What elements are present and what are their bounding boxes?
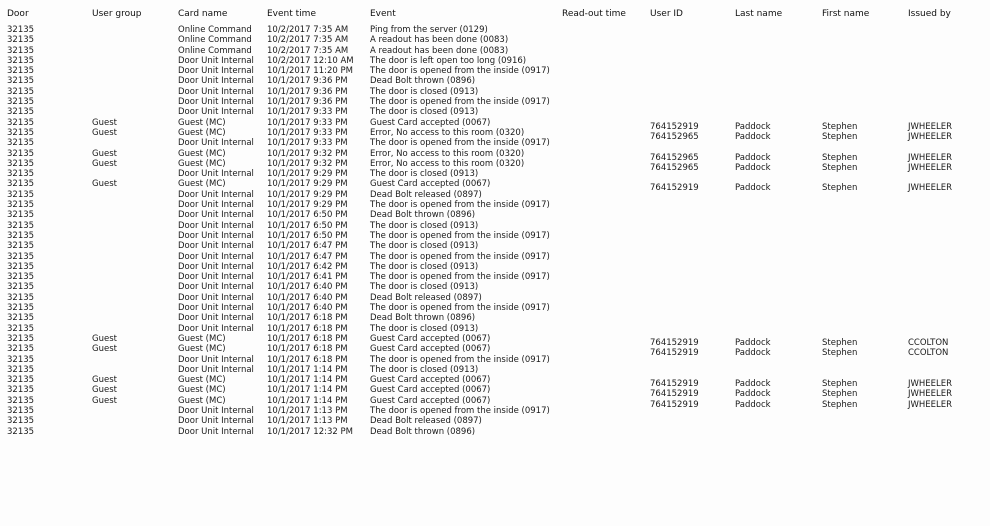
cell-card-name: Door Unit Internal: [178, 241, 254, 252]
cell-event-time: 10/1/2017 9:29 PM: [267, 189, 348, 200]
cell-door: 32135: [7, 292, 35, 303]
cell-door: 32135: [7, 385, 35, 396]
cell-event-time: 10/1/2017 9:29 PM: [267, 179, 348, 190]
cell-card-name: Door Unit Internal: [178, 189, 254, 200]
table-row: [0, 293, 990, 303]
cell-door: 32135: [7, 189, 35, 200]
cell-event-time: 10/2/2017 7:35 AM: [267, 25, 349, 35]
cell-user-id: 764152919: [650, 389, 699, 400]
cell-event-time: 10/1/2017 9:32 PM: [267, 158, 348, 169]
cell-door: 32135: [7, 395, 35, 406]
cell-issued-by: CCOLTON: [908, 337, 949, 348]
cell-card-name: Door Unit Internal: [178, 210, 254, 221]
cell-event-time: 10/1/2017 1:14 PM: [267, 395, 348, 406]
cell-event-time: 10/1/2017 6:47 PM: [267, 241, 348, 252]
cell-event: Error, No access to this room (0320): [370, 127, 525, 138]
cell-last-name: Paddock: [735, 379, 771, 390]
cell-card-name: Guest (MC): [178, 179, 226, 190]
cell-card-name: Guest (MC): [178, 344, 226, 355]
cell-door: 32135: [7, 303, 35, 314]
cell-first-name: Stephen: [822, 348, 858, 359]
cell-user-group: Guest: [92, 179, 117, 190]
cell-user-id: 764152919: [650, 379, 699, 390]
cell-last-name: Paddock: [735, 121, 771, 132]
cell-card-name: Guest (MC): [178, 333, 226, 344]
cell-card-name: Door Unit Internal: [178, 416, 254, 427]
cell-event: The door is opened from the inside (0917): [370, 97, 550, 108]
cell-card-name: Guest (MC): [178, 375, 226, 386]
table-row: [0, 35, 990, 45]
cell-card-name: Guest (MC): [178, 385, 226, 396]
table-row: [0, 241, 990, 251]
cell-event: Dead Bolt thrown (0896): [370, 313, 476, 324]
cell-first-name: Stephen: [822, 152, 858, 163]
cell-event-time: 10/1/2017 1:14 PM: [267, 385, 348, 396]
cell-last-name: Paddock: [735, 389, 771, 400]
cell-door: 32135: [7, 35, 35, 46]
cell-first-name: Stephen: [822, 183, 858, 194]
cell-event: Guest Card accepted (0067): [370, 117, 491, 128]
cell-card-name: Door Unit Internal: [178, 303, 254, 314]
cell-event: The door is closed (0913): [370, 241, 479, 252]
header-last-name: Last name: [735, 9, 783, 19]
table-row: [0, 46, 990, 56]
cell-event: The door is closed (0913): [370, 86, 479, 97]
table-row: [0, 210, 990, 220]
cell-issued-by: JWHEELER: [908, 152, 953, 163]
cell-event: Ping from the server (0129): [370, 25, 488, 35]
cell-door: 32135: [7, 127, 35, 138]
table-header: [0, 9, 990, 23]
cell-last-name: Paddock: [735, 337, 771, 348]
cell-door: 32135: [7, 313, 35, 324]
cell-event-time: 10/1/2017 6:40 PM: [267, 292, 348, 303]
cell-card-name: Door Unit Internal: [178, 55, 254, 66]
cell-card-name: Guest (MC): [178, 148, 226, 159]
cell-card-name: Door Unit Internal: [178, 76, 254, 87]
cell-card-name: Door Unit Internal: [178, 323, 254, 334]
cell-event: Error, No access to this room (0320): [370, 148, 525, 159]
cell-card-name: Guest (MC): [178, 127, 226, 138]
cell-user-id: 764152965: [650, 152, 699, 163]
cell-event: The door is opened from the inside (0917): [370, 138, 550, 149]
table-row: [0, 231, 990, 241]
cell-door: 32135: [7, 344, 35, 355]
cell-last-name: Paddock: [735, 131, 771, 142]
cell-door: 32135: [7, 97, 35, 108]
cell-card-name: Door Unit Internal: [178, 282, 254, 293]
cell-user-group: Guest: [92, 127, 117, 138]
cell-door: 32135: [7, 158, 35, 169]
cell-event: The door is opened from the inside (0917): [370, 405, 550, 416]
cell-last-name: Paddock: [735, 152, 771, 163]
cell-door: 32135: [7, 375, 35, 386]
cell-event: The door is closed (0913): [370, 323, 479, 334]
cell-event-time: 10/1/2017 6:18 PM: [267, 333, 348, 344]
cell-card-name: Door Unit Internal: [178, 230, 254, 241]
table-row: [0, 179, 990, 194]
cell-issued-by: JWHEELER: [908, 162, 953, 173]
cell-event: Guest Card accepted (0067): [370, 395, 491, 406]
cell-event: Guest Card accepted (0067): [370, 375, 491, 386]
cell-door: 32135: [7, 200, 35, 211]
cell-event: The door is opened from the inside (0917): [370, 303, 550, 314]
table-row: [0, 25, 990, 35]
table-row: [0, 282, 990, 292]
table-row: [0, 355, 990, 365]
cell-event-time: 10/1/2017 6:47 PM: [267, 251, 348, 262]
cell-event-time: 10/2/2017 7:35 AM: [267, 45, 349, 56]
cell-door: 32135: [7, 117, 35, 128]
cell-first-name: Stephen: [822, 389, 858, 400]
cell-issued-by: JWHEELER: [908, 379, 953, 390]
table-row: [0, 365, 990, 375]
header-card-name: Card name: [178, 9, 228, 19]
cell-event: The door is closed (0913): [370, 107, 479, 118]
table-row: [0, 344, 990, 359]
cell-issued-by: JWHEELER: [908, 131, 953, 142]
table-row: [0, 158, 990, 173]
cell-card-name: Door Unit Internal: [178, 313, 254, 324]
cell-event: The door is opened from the inside (0917): [370, 251, 550, 262]
header-readout-time: Read-out time: [562, 9, 626, 19]
cell-event-time: 10/1/2017 6:50 PM: [267, 230, 348, 241]
cell-event-time: 10/1/2017 9:36 PM: [267, 76, 348, 87]
cell-event: Dead Bolt thrown (0896): [370, 76, 476, 87]
cell-card-name: Online Command: [178, 25, 252, 35]
cell-door: 32135: [7, 333, 35, 344]
cell-event: Dead Bolt released (0897): [370, 416, 482, 427]
cell-door: 32135: [7, 241, 35, 252]
table-row: [0, 169, 990, 179]
cell-event-time: 10/1/2017 6:41 PM: [267, 272, 348, 283]
cell-user-group: Guest: [92, 117, 117, 128]
cell-door: 32135: [7, 107, 35, 118]
cell-card-name: Door Unit Internal: [178, 364, 254, 375]
cell-user-group: Guest: [92, 395, 117, 406]
cell-event: The door is opened from the inside (0917): [370, 200, 550, 211]
cell-first-name: Stephen: [822, 162, 858, 173]
table-row: [0, 97, 990, 107]
cell-door: 32135: [7, 169, 35, 180]
table-row: [0, 66, 990, 76]
table-row: [0, 200, 990, 210]
cell-event: The door is closed (0913): [370, 364, 479, 375]
cell-card-name: Door Unit Internal: [178, 138, 254, 149]
cell-event: The door is closed (0913): [370, 261, 479, 272]
header-event-time: Event time: [267, 9, 316, 19]
cell-door: 32135: [7, 76, 35, 87]
cell-event-time: 10/1/2017 6:50 PM: [267, 210, 348, 221]
cell-card-name: Door Unit Internal: [178, 220, 254, 231]
cell-door: 32135: [7, 251, 35, 262]
cell-issued-by: JWHEELER: [908, 183, 953, 194]
table-row: [0, 395, 990, 410]
cell-door: 32135: [7, 272, 35, 283]
cell-issued-by: JWHEELER: [908, 399, 953, 410]
cell-card-name: Door Unit Internal: [178, 354, 254, 365]
cell-event: The door is closed (0913): [370, 220, 479, 231]
cell-user-group: Guest: [92, 158, 117, 169]
table-row: [0, 127, 990, 142]
cell-event-time: 10/1/2017 6:40 PM: [267, 303, 348, 314]
cell-event: Guest Card accepted (0067): [370, 385, 491, 396]
cell-door: 32135: [7, 179, 35, 190]
cell-first-name: Stephen: [822, 337, 858, 348]
cell-door: 32135: [7, 405, 35, 416]
table-row: [0, 406, 990, 416]
cell-event: Dead Bolt released (0897): [370, 189, 482, 200]
cell-card-name: Online Command: [178, 35, 252, 46]
cell-event: Guest Card accepted (0067): [370, 344, 491, 355]
cell-event-time: 10/1/2017 6:18 PM: [267, 323, 348, 334]
cell-card-name: Door Unit Internal: [178, 272, 254, 283]
header-door: Door: [7, 9, 29, 19]
cell-issued-by: CCOLTON: [908, 348, 949, 359]
table-row: [0, 190, 990, 200]
cell-card-name: Door Unit Internal: [178, 292, 254, 303]
cell-event-time: 10/1/2017 6:18 PM: [267, 313, 348, 324]
cell-door: 32135: [7, 426, 35, 437]
cell-door: 32135: [7, 138, 35, 149]
cell-event-time: 10/1/2017 9:29 PM: [267, 169, 348, 180]
cell-card-name: Door Unit Internal: [178, 66, 254, 77]
cell-event: Dead Bolt thrown (0896): [370, 426, 476, 437]
cell-user-id: 764152965: [650, 131, 699, 142]
table-row: [0, 303, 990, 313]
cell-card-name: Door Unit Internal: [178, 86, 254, 97]
cell-event-time: 10/1/2017 6:40 PM: [267, 282, 348, 293]
cell-event-time: 10/1/2017 1:14 PM: [267, 375, 348, 386]
table-row: [0, 107, 990, 117]
cell-last-name: Paddock: [735, 399, 771, 410]
table-row: [0, 375, 990, 390]
cell-door: 32135: [7, 323, 35, 334]
cell-door: 32135: [7, 25, 35, 35]
cell-event: The door is closed (0913): [370, 169, 479, 180]
cell-event: A readout has been done (0083): [370, 45, 509, 56]
header-user-group: User group: [92, 9, 142, 19]
cell-first-name: Stephen: [822, 399, 858, 410]
cell-card-name: Guest (MC): [178, 117, 226, 128]
cell-event-time: 10/1/2017 9:33 PM: [267, 138, 348, 149]
cell-door: 32135: [7, 261, 35, 272]
table-row: [0, 333, 990, 348]
cell-card-name: Guest (MC): [178, 158, 226, 169]
cell-event: Dead Bolt thrown (0896): [370, 210, 476, 221]
cell-event: The door is opened from the inside (0917): [370, 230, 550, 241]
table-row: [0, 138, 990, 148]
cell-user-id: 764152919: [650, 183, 699, 194]
cell-door: 32135: [7, 148, 35, 159]
header-user-id: User ID: [650, 9, 683, 19]
table-row: [0, 262, 990, 272]
cell-event: Dead Bolt released (0897): [370, 292, 482, 303]
cell-issued-by: JWHEELER: [908, 121, 953, 132]
cell-door: 32135: [7, 282, 35, 293]
cell-event-time: 10/1/2017 9:29 PM: [267, 200, 348, 211]
cell-card-name: Door Unit Internal: [178, 169, 254, 180]
cell-event-time: 10/1/2017 1:13 PM: [267, 416, 348, 427]
table-row: [0, 427, 990, 437]
cell-event-time: 10/1/2017 6:42 PM: [267, 261, 348, 272]
cell-event-time: 10/1/2017 6:18 PM: [267, 344, 348, 355]
table-row: [0, 56, 990, 66]
cell-event: The door is opened from the inside (0917): [370, 354, 550, 365]
cell-event: The door is opened from the inside (0917): [370, 272, 550, 283]
cell-event-time: 10/1/2017 9:33 PM: [267, 117, 348, 128]
cell-event-time: 10/1/2017 9:33 PM: [267, 107, 348, 118]
cell-last-name: Paddock: [735, 348, 771, 359]
cell-door: 32135: [7, 45, 35, 56]
table-row: [0, 416, 990, 426]
cell-door: 32135: [7, 416, 35, 427]
cell-event-time: 10/1/2017 1:13 PM: [267, 405, 348, 416]
table-row: [0, 117, 990, 132]
cell-event: The door is left open too long (0916): [370, 55, 527, 66]
cell-card-name: Online Command: [178, 45, 252, 56]
cell-event-time: 10/1/2017 11:20 PM: [267, 66, 353, 77]
cell-card-name: Door Unit Internal: [178, 405, 254, 416]
cell-event-time: 10/1/2017 9:36 PM: [267, 86, 348, 97]
cell-door: 32135: [7, 354, 35, 365]
cell-user-group: Guest: [92, 344, 117, 355]
cell-user-group: Guest: [92, 375, 117, 386]
table-row: [0, 221, 990, 231]
table-row: [0, 385, 990, 400]
cell-card-name: Door Unit Internal: [178, 107, 254, 118]
cell-user-group: Guest: [92, 385, 117, 396]
cell-card-name: Door Unit Internal: [178, 426, 254, 437]
cell-event: The door is closed (0913): [370, 282, 479, 293]
header-issued-by: Issued by: [908, 9, 951, 19]
cell-door: 32135: [7, 220, 35, 231]
cell-user-group: Guest: [92, 333, 117, 344]
cell-event-time: 10/1/2017 9:36 PM: [267, 97, 348, 108]
cell-event-time: 10/1/2017 9:33 PM: [267, 127, 348, 138]
cell-last-name: Paddock: [735, 162, 771, 173]
cell-event: The door is opened from the inside (0917): [370, 66, 550, 77]
cell-user-id: 764152919: [650, 121, 699, 132]
cell-door: 32135: [7, 364, 35, 375]
cell-first-name: Stephen: [822, 379, 858, 390]
cell-event: Guest Card accepted (0067): [370, 333, 491, 344]
cell-user-id: 764152919: [650, 337, 699, 348]
cell-event-time: 10/1/2017 6:18 PM: [267, 354, 348, 365]
cell-last-name: Paddock: [735, 183, 771, 194]
cell-event-time: 10/1/2017 12:32 PM: [267, 426, 353, 437]
cell-user-group: Guest: [92, 148, 117, 159]
table-row: [0, 252, 990, 262]
cell-event-time: 10/2/2017 7:35 AM: [267, 35, 349, 46]
cell-event: Error, No access to this room (0320): [370, 158, 525, 169]
table-row: [0, 87, 990, 97]
cell-event: A readout has been done (0083): [370, 35, 509, 46]
table-row: [0, 313, 990, 323]
cell-card-name: Door Unit Internal: [178, 251, 254, 262]
cell-issued-by: JWHEELER: [908, 389, 953, 400]
header-first-name: First name: [822, 9, 870, 19]
cell-card-name: Guest (MC): [178, 395, 226, 406]
cell-door: 32135: [7, 210, 35, 221]
cell-door: 32135: [7, 86, 35, 97]
cell-event: Guest Card accepted (0067): [370, 179, 491, 190]
header-event: Event: [370, 9, 396, 19]
cell-card-name: Door Unit Internal: [178, 261, 254, 272]
cell-door: 32135: [7, 55, 35, 66]
cell-event-time: 10/2/2017 12:10 AM: [267, 55, 354, 66]
cell-door: 32135: [7, 66, 35, 77]
table-row: [0, 272, 990, 282]
cell-event-time: 10/1/2017 9:32 PM: [267, 148, 348, 159]
table-body: [0, 25, 990, 437]
cell-event-time: 10/1/2017 6:50 PM: [267, 220, 348, 231]
cell-user-id: 764152919: [650, 348, 699, 359]
table-row: [0, 324, 990, 334]
cell-user-id: 764152965: [650, 162, 699, 173]
cell-event-time: 10/1/2017 1:14 PM: [267, 364, 348, 375]
cell-door: 32135: [7, 230, 35, 241]
cell-card-name: Door Unit Internal: [178, 200, 254, 211]
cell-first-name: Stephen: [822, 121, 858, 132]
cell-first-name: Stephen: [822, 131, 858, 142]
table-row: [0, 76, 990, 86]
table-row: [0, 148, 990, 163]
cell-user-id: 764152919: [650, 399, 699, 410]
cell-card-name: Door Unit Internal: [178, 97, 254, 108]
